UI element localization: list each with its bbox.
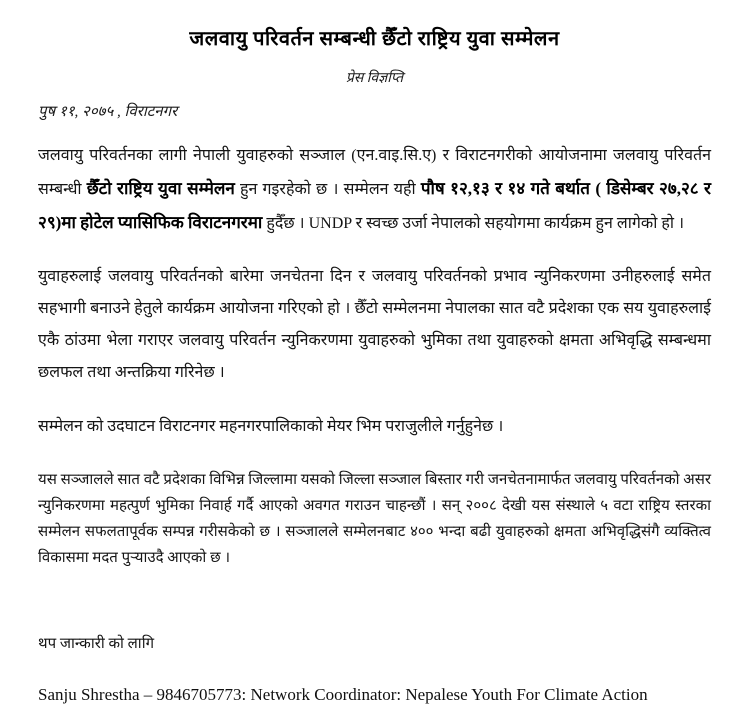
bold-text-run: पौष १२,१३ र १४ गते बर्थात ( डिसेम्बर २७,२८ र २९)मा होटेल प्यासिफिक विराटनगरमा: [38, 179, 711, 232]
bold-text-run: छैँटो राष्ट्रिय युवा सम्मेलन: [86, 179, 235, 198]
more-info-label: थप जान्कारी को लागि: [38, 636, 155, 652]
text-run: जलवायु परिवर्तनका लागी नेपाली युवाहरुको सञ्जाल (एन.वाइ.सि.ए) र विराटनगरीको आयोजनामा जलवायु परिवर्तन सम्बन्धी: [38, 147, 711, 198]
dateline: पुष ११, २०७५ , विराटनगर: [38, 104, 178, 120]
paragraph-objective: युवाहरुलाई जलवायु परिवर्तनको बारेमा जनचेतना दिन र जलवायु परिवर्तनको प्रभाव न्युनिकरणमा उनीहरुलाई समेत सहभागी बनाउने हेतुले कार्यक्रम आयोजना गरिएको हो । छैँटो सम्मेलनमा नेपालका सात वटै प्रदेशका एक सय युवाहरुलाई एकै ठांउमा भेला गराएर जलवायु परिवर्तन न्युनिकरणमा युवाहरुको भुमिका तथा युवाहरुको क्षमता अभिवृद्धि सम्बन्धमा छलफल तथा अन्तक्रिया गरिनेछ ।: [38, 268, 711, 381]
document-title: जलवायु परिवर्तन सम्बन्धी छैँटो राष्ट्रिय युवा सम्मेलन: [189, 28, 560, 50]
text-run: हुदैँछ । UNDP र स्वच्छ उर्जा नेपालको सहयोगमा कार्यक्रम हुन लागेको हो ।: [262, 215, 685, 232]
paragraph-network-background: यस सञ्जालले सात वटै प्रदेशका विभिन्न जिल्लामा यसको जिल्ला सञ्जाल बिस्तार गरी जनचेतनामार्फत जलवायु परिवर्तनको असर न्युनिकरणमा महत्पुर्ण भुमिका निवार्ह गर्दै आएको अवगत गराउन चाहन्छौं । सन् २००८ देखी यस संस्थाले ५ वटा राष्ट्रिय स्तरका सम्मेलन सफलतापूर्वक सम्पन्न गरीसकेको छ । सञ्जालले सम्मेलनबाट ४०० भन्दा बढी युवाहरुको क्षमता अभिवृद्धिसंगै व्यक्तित्व विकासमा मदत पुऱ्याउदै आएको छ ।: [38, 472, 711, 566]
paragraph-inauguration: सम्मेलन को उदघाटन विराटनगर महनगरपालिकाको मेयर भिम पराजुलीले गर्नुहुनेछ ।: [38, 418, 504, 435]
contact-line: Sanju Shrestha – 9846705773: Network Coordinator: Nepalese Youth For Climate Action: [38, 685, 648, 704]
press-release-subtitle: प्रेस विज्ञप्ति: [345, 71, 404, 86]
paragraph-announcement: [38, 139, 711, 240]
text-run: हुन गइरहेको छ । सम्मेलन यही: [234, 181, 421, 198]
